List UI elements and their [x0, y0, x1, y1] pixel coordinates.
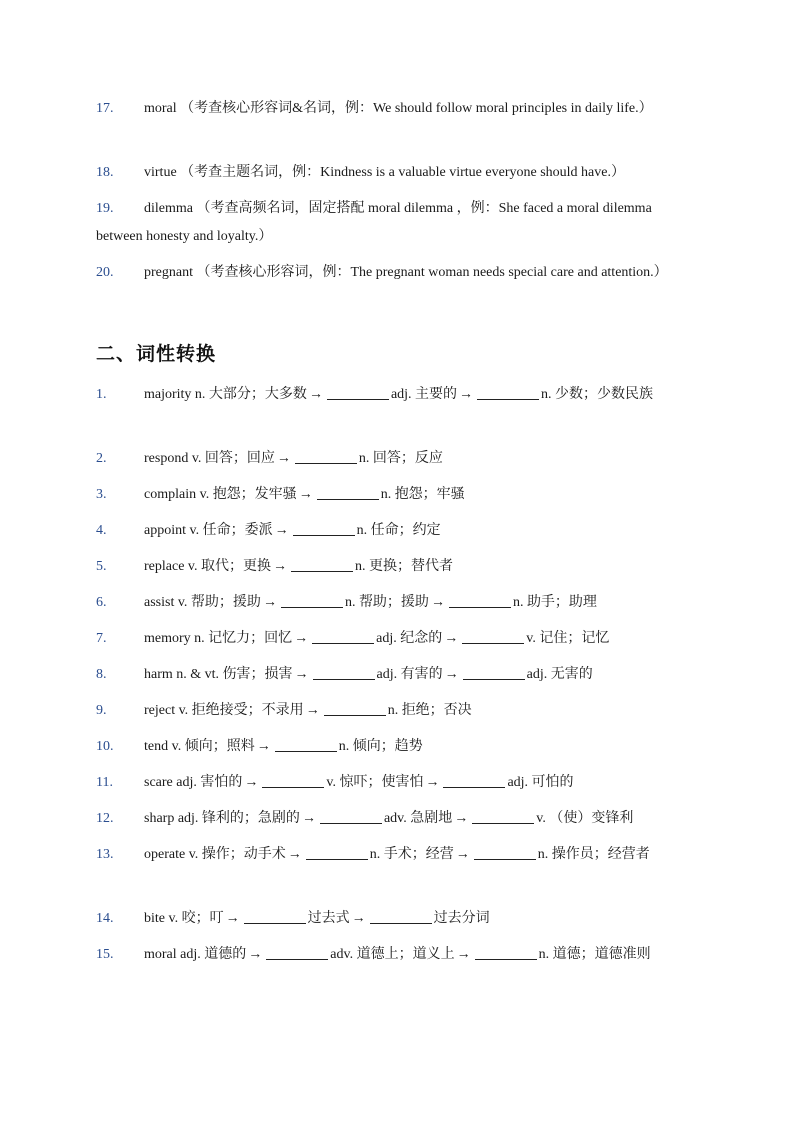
list-item: 2. respond v. 回答；回应 → n. 回答；反应 [96, 445, 686, 473]
item-text: n. 倾向；趋势 [338, 739, 423, 754]
item-number: 10. [96, 739, 114, 754]
item-number: 8. [96, 667, 107, 682]
list-item: 12. sharp adj. 锋利的；急剧的 → adv. 急剧地 → v. （使）变锋利 [96, 805, 686, 833]
item-text: n. 助手；助理 [512, 595, 597, 610]
item-text: n. 更换；替代者 [355, 559, 453, 574]
item-number: 7. [96, 631, 107, 646]
answer-blank[interactable] [370, 909, 432, 924]
item-text: complain v. 抱怨；发牢骚 [144, 487, 297, 502]
answer-blank[interactable] [463, 665, 525, 680]
item-text: majority n. 大部分；大多数 [144, 387, 307, 402]
item-text: appoint v. 任命；委派 [144, 523, 273, 538]
answer-blank[interactable] [306, 845, 368, 860]
item-text: adj. 可怕的 [507, 775, 574, 790]
item-text: adj. 纪念的 [376, 631, 443, 646]
item-text: n. 回答；反应 [358, 451, 443, 466]
item-text: replace v. 取代；更换 [144, 559, 271, 574]
answer-blank[interactable] [327, 385, 389, 400]
item-text: n. 操作员；经营者 [537, 847, 650, 862]
list-item [96, 195, 686, 251]
answer-blank[interactable] [262, 773, 324, 788]
list-item: 11. scare adj. 害怕的 → v. 惊吓；使害怕 → adj. 可怕的 [96, 769, 686, 797]
answer-blank[interactable] [295, 449, 357, 464]
item-number: 17. [96, 101, 114, 116]
item-number: 19. [96, 201, 114, 216]
list-item: 5. replace v. 取代；更换 → n. 更换；替代者 [96, 553, 686, 581]
answer-blank[interactable] [320, 809, 382, 824]
answer-blank[interactable] [443, 773, 505, 788]
list-item: 8. harm n. & vt. 伤害；损害 → adj. 有害的 → adj. 无害的 [96, 661, 686, 689]
list-item: 4. appoint v. 任命；委派 → n. 任命；约定 [96, 517, 686, 545]
list-item: 13. operate v. 操作；动手术 → n. 手术；经营 → n. 操作员；经营者 [96, 841, 686, 869]
item-text: n. 抱怨；牢骚 [380, 487, 465, 502]
item-number: 3. [96, 487, 107, 502]
list-item: 1. majority n. 大部分；大多数 → adj. 主要的 → n. 少数；少数民族 [96, 381, 686, 409]
list-item: 7. memory n. 记忆力；回忆 → adj. 纪念的 → v. 记住；记忆 [96, 625, 686, 653]
answer-blank[interactable] [312, 629, 374, 644]
item-number: 4. [96, 523, 107, 538]
item-text: n. 帮助；援助 [344, 595, 429, 610]
item-text: harm n. & vt. 伤害；损害 [144, 667, 293, 682]
item-number: 9. [96, 703, 107, 718]
item-number: 1. [96, 387, 107, 402]
answer-blank[interactable] [313, 665, 375, 680]
item-text: moral adj. 道德的 [144, 947, 247, 962]
item-text: tend v. 倾向；照料 [144, 739, 255, 754]
item-text: adv. 道德上；道义上 [330, 947, 455, 962]
item-text: adv. 急剧地 [383, 811, 453, 826]
list-item [96, 159, 686, 187]
item-number: 5. [96, 559, 107, 574]
answer-blank[interactable] [324, 701, 386, 716]
item-text: v. 记住；记忆 [526, 631, 610, 646]
item-number: 13. [96, 847, 114, 862]
item-text: adj. 无害的 [526, 667, 593, 682]
answer-blank[interactable] [293, 521, 355, 536]
list-item: 10. tend v. 倾向；照料 → n. 倾向；趋势 [96, 733, 686, 761]
item-number: 2. [96, 451, 107, 466]
answer-blank[interactable] [266, 945, 328, 960]
item-number: 12. [96, 811, 114, 826]
list-item: 15. moral adj. 道德的 → adv. 道德上；道义上 → n. 道德；道德准则 [96, 941, 686, 969]
item-text: operate v. 操作；动手术 [144, 847, 286, 862]
answer-blank[interactable] [281, 593, 343, 608]
item-text: n. 少数；少数民族 [541, 387, 654, 402]
list-item: 6. assist v. 帮助；援助 → n. 帮助；援助 → n. 助手；助理 [96, 589, 686, 617]
answer-blank[interactable] [477, 385, 539, 400]
item-number: 20. [96, 265, 114, 280]
item-number: 15. [96, 947, 114, 962]
item-text: adj. 主要的 [390, 387, 458, 402]
item-number: 14. [96, 911, 114, 926]
item-text: assist v. 帮助；援助 [144, 595, 261, 610]
item-text: 过去式 [307, 911, 350, 926]
item-number: 11. [96, 775, 113, 790]
answer-blank[interactable] [472, 809, 534, 824]
item-text: n. 道德；道德准则 [538, 947, 651, 962]
item-number: 6. [96, 595, 107, 610]
item-text: 过去分词 [433, 911, 490, 926]
item-text: dilemma （考查高频名词，固定搭配 moral dilemma ，例：She faced a moral dilemma between honesty and loyalty.） [96, 201, 652, 244]
list-item [96, 259, 686, 287]
item-text: virtue （考查主题名词，例：Kindness is a valuable virtue everyone should have.） [144, 165, 625, 180]
item-text: n. 拒绝；否决 [387, 703, 472, 718]
answer-blank[interactable] [474, 845, 536, 860]
answer-blank[interactable] [449, 593, 511, 608]
answer-blank[interactable] [275, 737, 337, 752]
list-item: 9. reject v. 拒绝接受；不录用 → n. 拒绝；否决 [96, 697, 686, 725]
item-text: bite v. 咬；叮 [144, 911, 224, 926]
item-text: respond v. 回答；回应 [144, 451, 275, 466]
item-text: v. （使）变锋利 [536, 811, 634, 826]
item-text: moral （考查核心形容词&名词，例：We should follow moral principles in daily life.） [144, 101, 653, 116]
item-text: pregnant （考查核心形容词，例：The pregnant woman needs special care and attention.） [144, 265, 668, 280]
section-title: 二、词性转换 [96, 343, 217, 365]
answer-blank[interactable] [291, 557, 353, 572]
item-number: 18. [96, 165, 114, 180]
item-text: n. 手术；经营 [369, 847, 454, 862]
list-item: 14. bite v. 咬；叮 → 过去式 → 过去分词 [96, 905, 686, 933]
item-text: scare adj. 害怕的 [144, 775, 243, 790]
list-item: 3. complain v. 抱怨；发牢骚 → n. 抱怨；牢骚 [96, 481, 686, 509]
item-text: n. 任命；约定 [356, 523, 441, 538]
answer-blank[interactable] [462, 629, 524, 644]
item-text: v. 惊吓；使害怕 [326, 775, 424, 790]
item-text: adj. 有害的 [376, 667, 443, 682]
answer-blank[interactable] [244, 909, 306, 924]
item-text: reject v. 拒绝接受；不录用 [144, 703, 304, 718]
answer-blank[interactable] [317, 485, 379, 500]
item-text: sharp adj. 锋利的；急剧的 [144, 811, 300, 826]
list-item [96, 95, 686, 123]
item-text: memory n. 记忆力；回忆 [144, 631, 293, 646]
answer-blank[interactable] [475, 945, 537, 960]
